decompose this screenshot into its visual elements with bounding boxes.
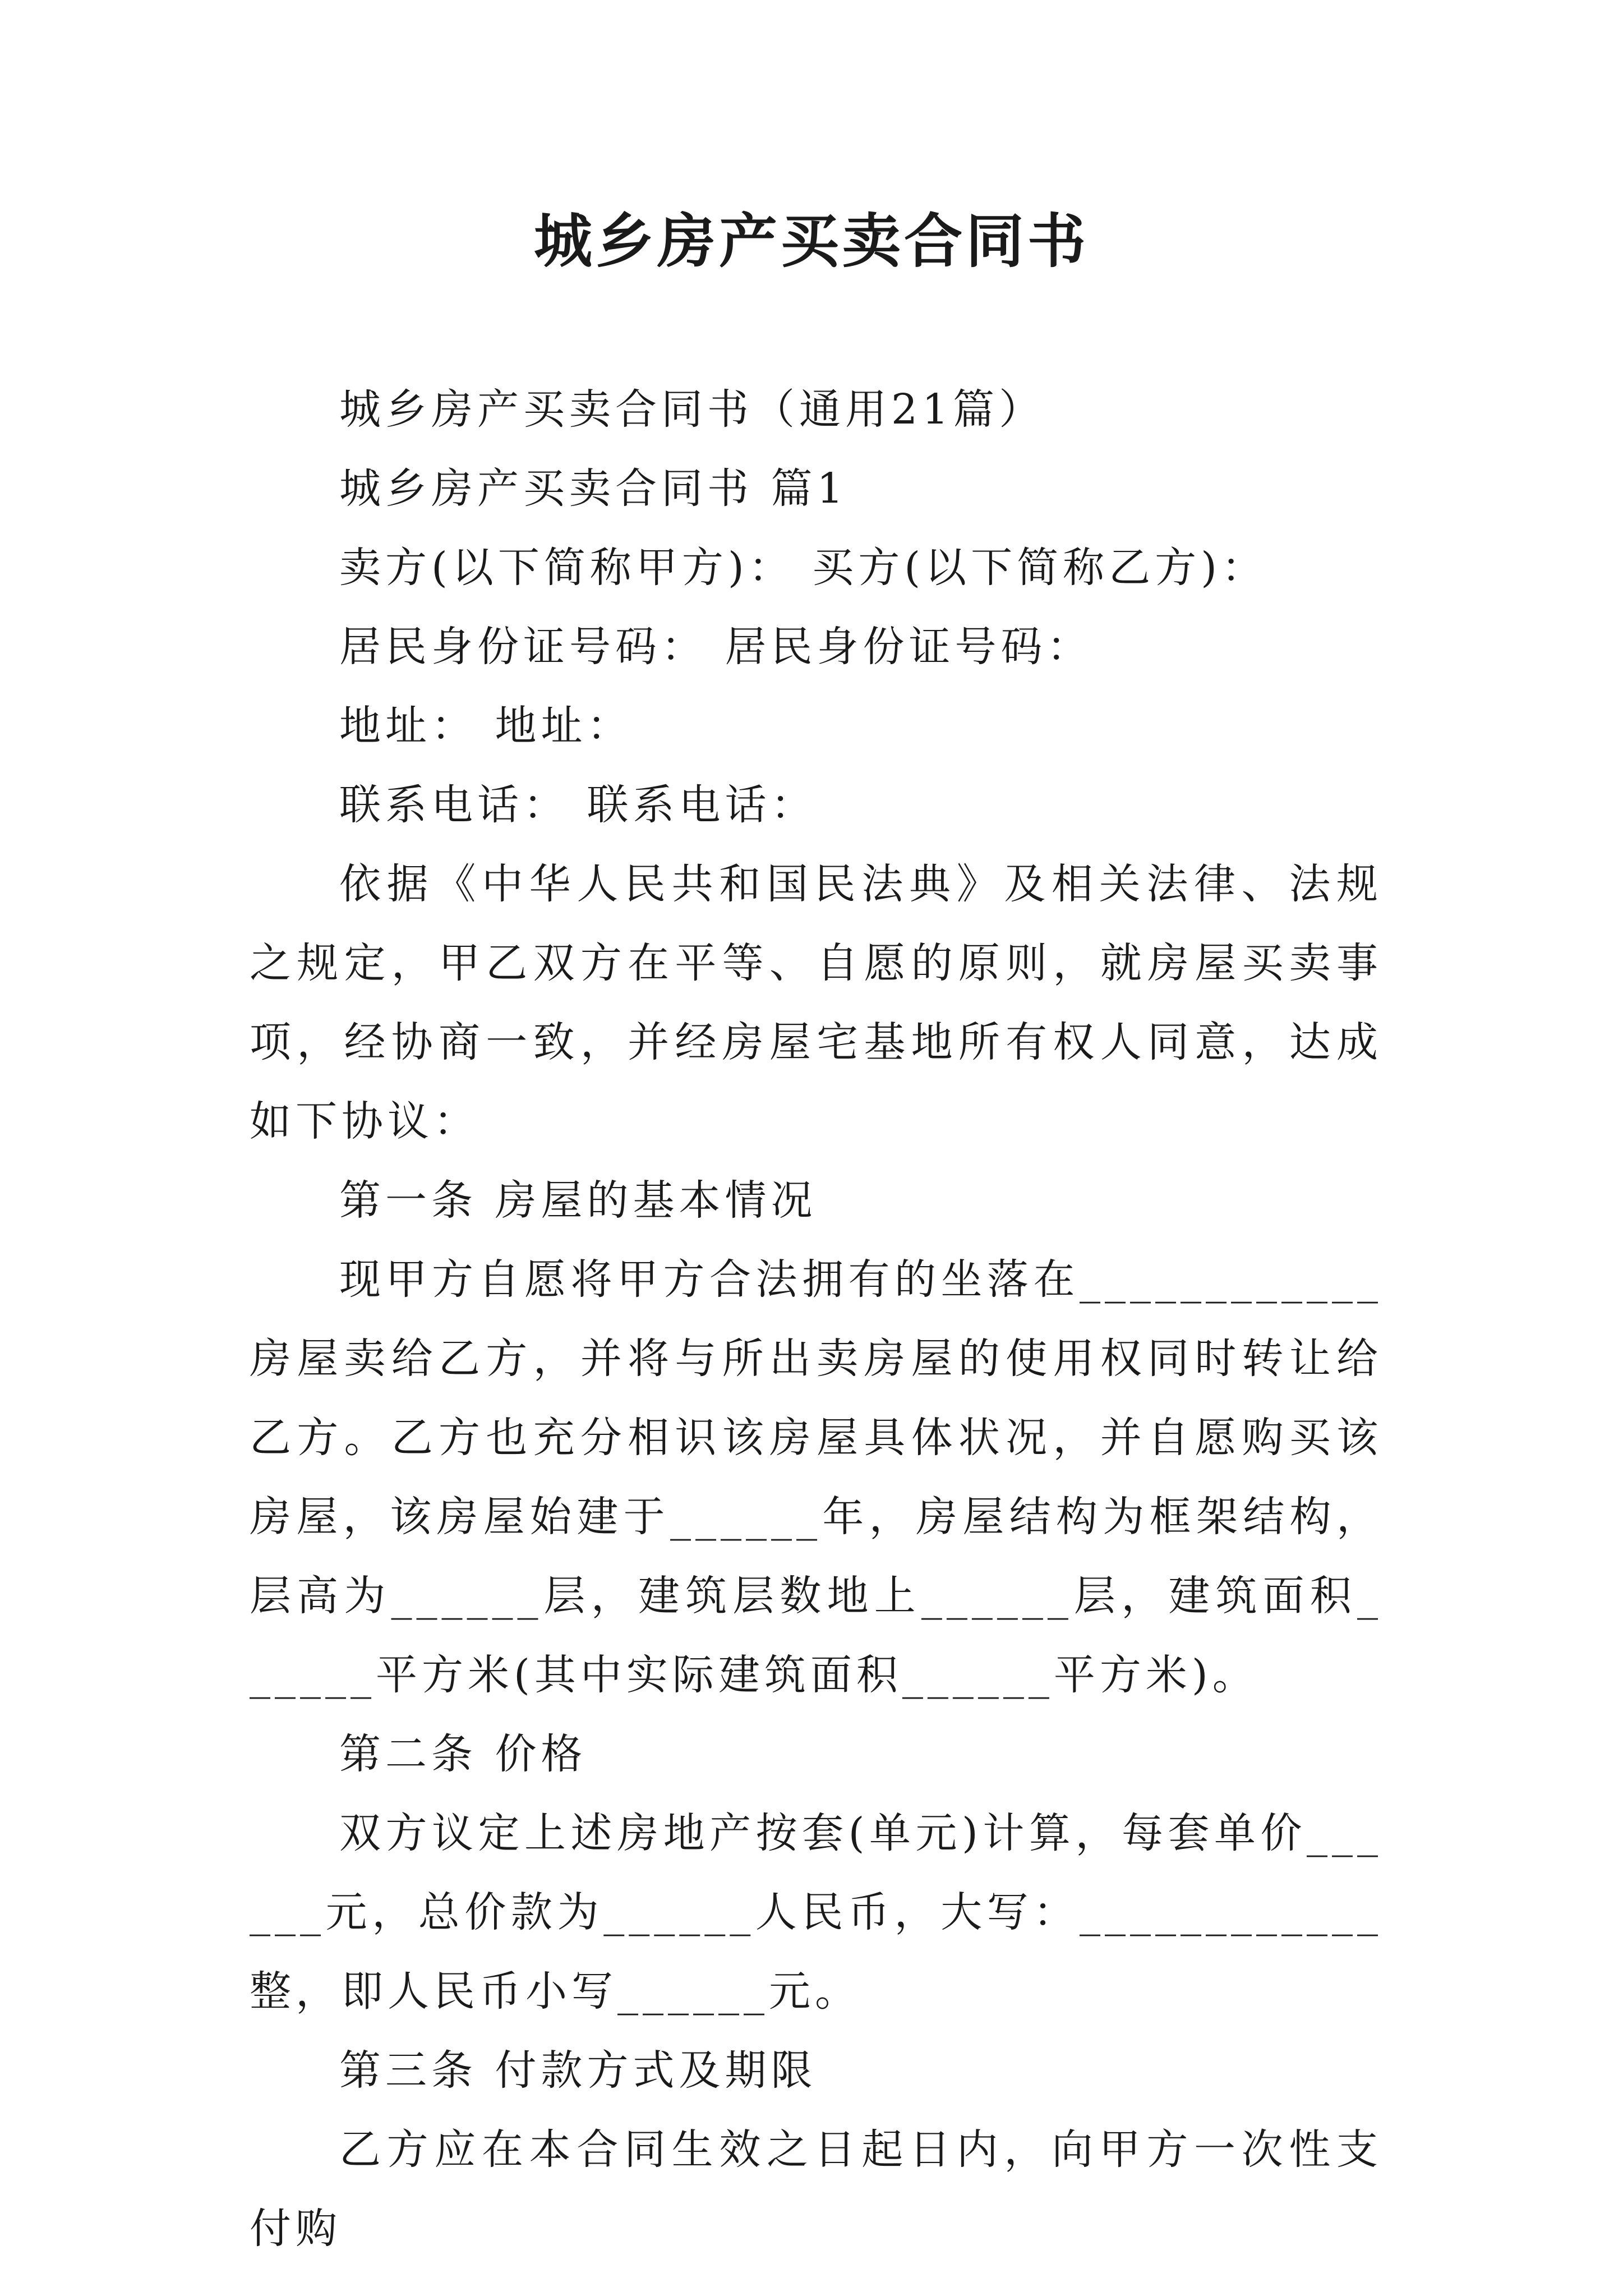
subtitle: 城乡房产买卖合同书（通用21篇） [339, 385, 1045, 434]
preamble-paragraph: 依据《中华人民共和国民法典》及相关法律、法规之规定，甲乙双方在平等、自愿的原则，就房屋买卖事项，经协商一致，并经房屋宅基地所有权人同意，达成如下协议： [250, 860, 1382, 1145]
article-3-heading: 第三条 付款方式及期限 [339, 2046, 817, 2095]
article-3-paragraph: 乙方应在本合同生效之日起日内，向甲方一次性支付购 [250, 2125, 1382, 2253]
document-title: 城乡房产买卖合同书 [533, 207, 1089, 275]
article-2-heading: 第二条 价格 [339, 1730, 587, 1778]
article-1-paragraph: 现甲方自愿将甲方合法拥有的坐落在____________房屋卖给乙方，并将与所出卖房屋的使用权同时转让给乙方。乙方也充分相识该房屋具体状况，并自愿购买该房屋，该房屋始建于______年，房屋结构为框架结构，层高为______层，建筑层数地上______层，建筑面积______平方米(其中实际建筑面积______平方米)。 [250, 1255, 1382, 1699]
article-1-heading: 第一条 房屋的基本情况 [339, 1176, 817, 1225]
document-body [250, 370, 1382, 2269]
address-line: 地址： 地址： [339, 702, 633, 750]
phone-line: 联系电话： 联系电话： [339, 781, 817, 829]
article-2-paragraph: 双方议定上述房地产按套(单元)计算，每套单价______元，总价款为______人民币，大写：____________整，即人民币小写______元。 [250, 1809, 1382, 2016]
id-number-line: 居民身份证号码： 居民身份证号码： [339, 623, 1093, 671]
chapter-heading: 城乡房产买卖合同书 篇1 [339, 464, 848, 513]
party-names-line: 卖方(以下简称甲方)： 买方(以下简称乙方)： [339, 544, 1268, 592]
